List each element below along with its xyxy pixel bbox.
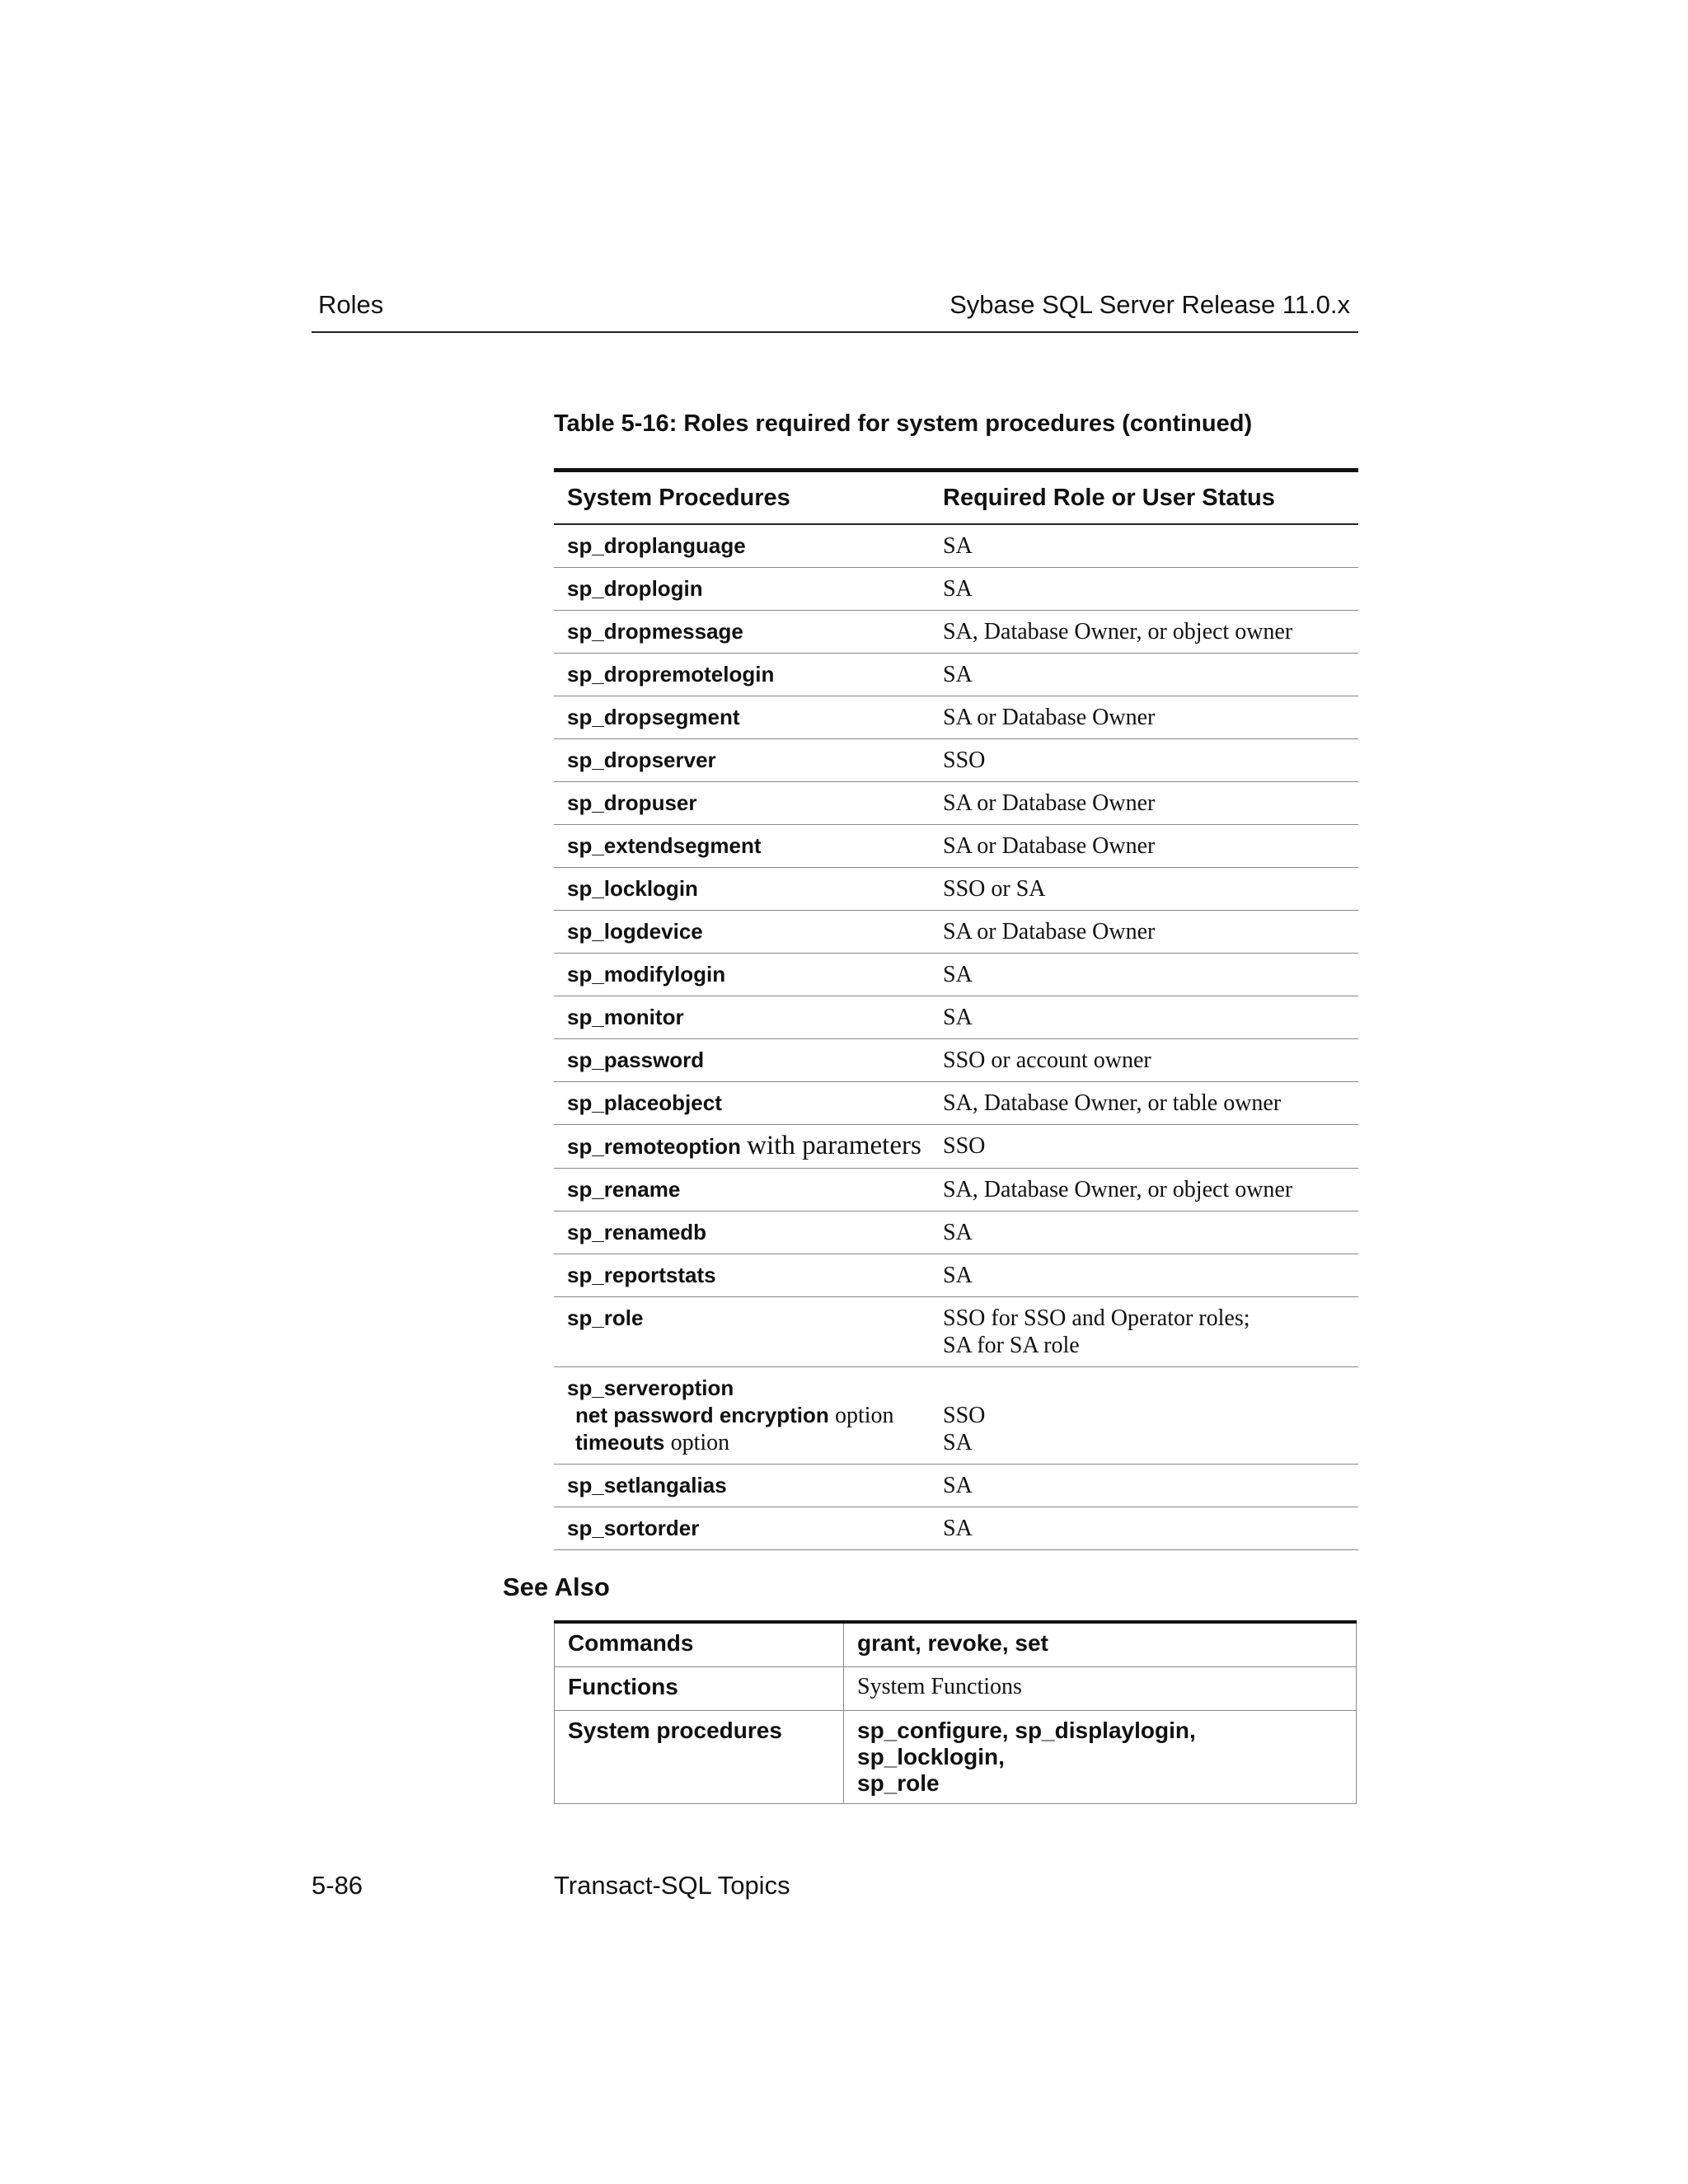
table-row (554, 1297, 1358, 1367)
table-row (554, 739, 1358, 782)
procedure-name: sp_dropsegment (554, 696, 930, 739)
table-row (554, 825, 1358, 868)
table-row (554, 911, 1358, 954)
table-row (554, 696, 1358, 739)
procedure-name: sp_serveroption (567, 1376, 734, 1400)
procedure-option (567, 1429, 930, 1456)
procedure-option (567, 1402, 930, 1429)
option-name: timeouts (575, 1430, 665, 1455)
table-row (554, 1039, 1358, 1082)
header-release: Sybase SQL Server Release 11.0.x (950, 290, 1350, 319)
procedure-name: sp_sortorder (554, 1507, 930, 1550)
table-row (554, 1212, 1358, 1254)
table-row (554, 782, 1358, 825)
required-role: SA, Database Owner, or table owner (930, 1082, 1358, 1125)
see-also-value-cell (844, 1711, 1357, 1804)
required-role: SA, Database Owner, or object owner (930, 611, 1358, 654)
table-row (554, 1082, 1358, 1125)
required-role: SA or Database Owner (930, 696, 1358, 739)
procedure-name: sp_rename (554, 1169, 930, 1212)
required-role-cell (930, 1297, 1358, 1367)
procedure-name: sp_dropmessage (554, 611, 930, 654)
required-role: SSO or account owner (930, 1039, 1358, 1082)
table-header-row (554, 471, 1358, 525)
required-role: SA (930, 654, 1358, 696)
column-header-procedures: System Procedures (554, 471, 930, 525)
procedure-name: sp_dropserver (554, 739, 930, 782)
table-row (554, 654, 1358, 696)
required-role: SSO or SA (930, 868, 1358, 911)
procedure-name: sp_password (554, 1039, 930, 1082)
procedure-name: sp_modifylogin (554, 954, 930, 996)
see-also-row (555, 1622, 1357, 1667)
running-header (312, 288, 1358, 333)
table-row (554, 1169, 1358, 1212)
table-row (554, 1125, 1358, 1169)
required-role: SA (930, 1212, 1358, 1254)
procedure-qualifier: with parameters (747, 1131, 921, 1160)
table-caption: Table 5-16: Roles required for system procedures (continued) (554, 410, 1253, 437)
table-row (554, 568, 1358, 611)
table-row (554, 1465, 1358, 1507)
table-row (554, 524, 1358, 568)
see-also-label: Functions (555, 1667, 844, 1711)
procedure-name: sp_reportstats (554, 1254, 930, 1297)
required-role: SA (930, 1254, 1358, 1297)
procedure-name: sp_dropremotelogin (554, 654, 930, 696)
see-also-label: System procedures (555, 1711, 844, 1804)
procedure-name: sp_dropuser (554, 782, 930, 825)
header-section-title: Roles (318, 290, 384, 319)
page-number: 5-86 (312, 1871, 363, 1900)
required-role: SSO for SSO and Operator roles; (943, 1305, 1250, 1331)
footer-title: Transact-SQL Topics (554, 1871, 790, 1900)
table-row (554, 1507, 1358, 1550)
procedure-name: sp_logdevice (554, 911, 930, 954)
required-role: SA (930, 1507, 1358, 1550)
see-also-value: grant, revoke, set (844, 1622, 1357, 1667)
see-also-label: Commands (555, 1622, 844, 1667)
required-role: SA or Database Owner (930, 782, 1358, 825)
procedure-name: sp_locklogin (554, 868, 930, 911)
column-header-role: Required Role or User Status (930, 471, 1358, 525)
table-row (554, 611, 1358, 654)
required-role-cell (930, 1367, 1358, 1465)
procedure-name: sp_role (554, 1297, 930, 1367)
procedure-name-cell (554, 1125, 930, 1169)
required-role: SA or Database Owner (930, 911, 1358, 954)
table-row (554, 1254, 1358, 1297)
required-role: SSO (930, 1125, 1358, 1169)
required-role-line2: SA for SA role (943, 1333, 1080, 1358)
option-name: net password encryption (575, 1403, 829, 1427)
procedure-name: sp_remoteoption (567, 1134, 741, 1159)
roles-table (554, 468, 1358, 1550)
see-also-heading: See Also (503, 1572, 610, 1601)
see-also-value-line2: sp_role (857, 1770, 940, 1796)
see-also-value: System Functions (844, 1667, 1357, 1711)
procedure-name: sp_setlangalias (554, 1465, 930, 1507)
procedure-name: sp_droplogin (554, 568, 930, 611)
table-row (554, 954, 1358, 996)
required-role: SA or Database Owner (930, 825, 1358, 868)
procedure-name-cell (554, 1367, 930, 1465)
required-role: SA (930, 568, 1358, 611)
procedure-name: sp_placeobject (554, 1082, 930, 1125)
procedure-name: sp_extendsegment (554, 825, 930, 868)
see-also-row (555, 1711, 1357, 1804)
option-suffix: option (834, 1403, 894, 1428)
option-suffix: option (670, 1430, 730, 1455)
procedure-name: sp_droplanguage (554, 524, 930, 568)
procedure-name: sp_renamedb (554, 1212, 930, 1254)
required-role: SA (943, 1430, 973, 1455)
required-role: SA (930, 1465, 1358, 1507)
table-row (554, 996, 1358, 1039)
required-role: SA (930, 954, 1358, 996)
required-role: SA (930, 996, 1358, 1039)
required-role: SA (930, 524, 1358, 568)
required-role: SSO (930, 739, 1358, 782)
see-also-value: sp_configure, sp_displaylogin, sp_locklogin, (857, 1718, 1196, 1769)
required-role: SA, Database Owner, or object owner (930, 1169, 1358, 1212)
required-role: SSO (943, 1403, 986, 1428)
table-row (554, 1367, 1358, 1465)
procedure-name: sp_monitor (554, 996, 930, 1039)
see-also-table (554, 1620, 1357, 1804)
table-row (554, 868, 1358, 911)
see-also-row (555, 1667, 1357, 1711)
